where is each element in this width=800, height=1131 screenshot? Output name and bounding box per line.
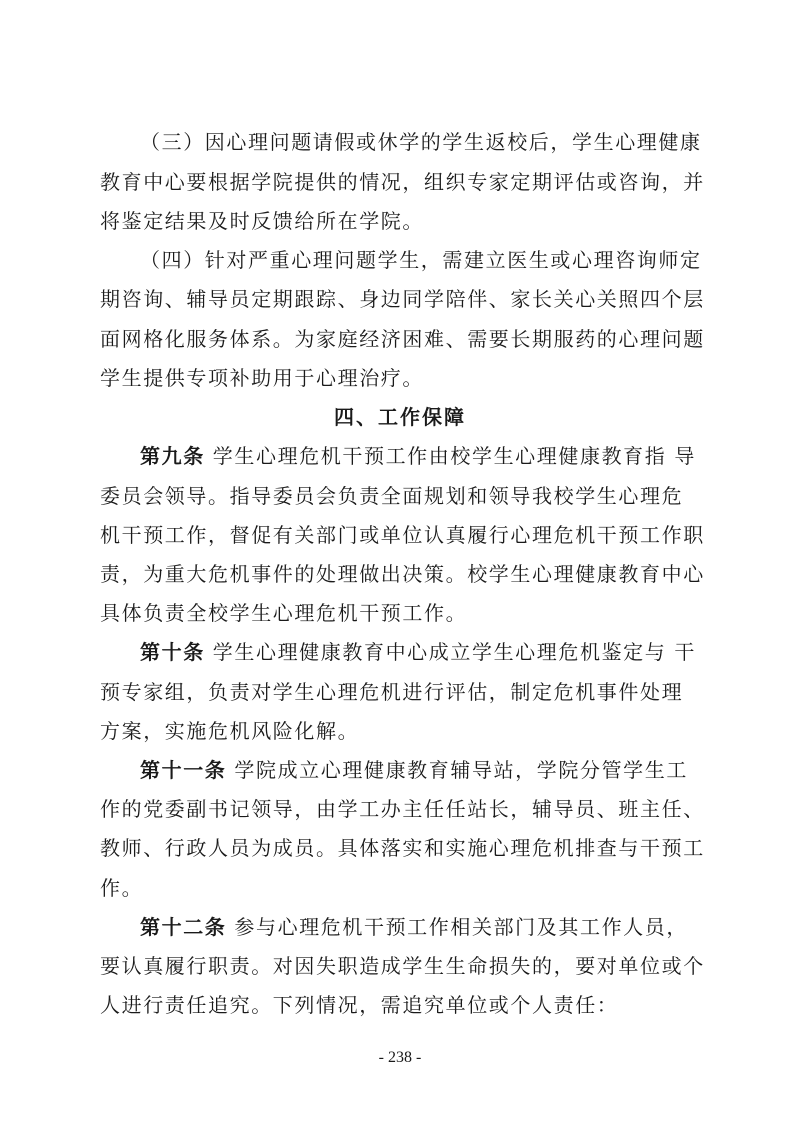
article11-first-text: 学院成立心理健康教育辅导站，学院分管学生工	[234, 758, 688, 782]
article9-line-2: 委员会领导。指导委员会负责全面规划和领导我校学生心理危	[100, 484, 684, 508]
article12-line-3: 人进行责任追究。下列情况，需追究单位或个人责任：	[100, 993, 619, 1017]
article11-label: 第十一条	[140, 758, 227, 782]
article10-line-3: 方案，实施危机风险化解。	[100, 719, 360, 743]
article10-first-line	[140, 638, 700, 666]
article11-first-line	[140, 756, 700, 784]
article9-first-line	[140, 442, 700, 470]
article10-label: 第十条	[140, 640, 205, 664]
section3-line-3: 将鉴定结果及时反馈给所在学院。	[100, 209, 424, 233]
article12-line-2: 要认真履行职责。对因失职造成学生生命损失的，要对单位或个	[100, 954, 705, 978]
article11-line-2: 作的党委副书记领导，由学工办主任任站长，辅导员、班主任、	[100, 797, 705, 821]
article11-line-4: 作。	[100, 876, 144, 900]
section4-line-2: 期咨询、辅导员定期跟踪、身边同学陪伴、家长关心关照四个层	[100, 287, 705, 311]
article12-first-line	[140, 913, 700, 941]
section4-line-4: 学生提供专项补助用于心理治疗。	[100, 366, 424, 390]
article10-line-2: 预专家组，负责对学生心理危机进行评估，制定危机事件处理	[100, 680, 684, 704]
section3-line-2: 教育中心要根据学院提供的情况，组织专家定期评估或咨询，并	[100, 170, 705, 194]
section4-line-1: （四）针对严重心理问题学生，需建立医生或心理咨询师定	[140, 248, 702, 272]
section-heading: 四、工作保障	[334, 405, 466, 429]
page-number: - 238 -	[378, 1049, 422, 1066]
article9-line-4: 责，为重大危机事件的处理做出决策。校学生心理健康教育中心	[100, 562, 705, 586]
section3-line-1: （三）因心理问题请假或休学的学生返校后，学生心理健康	[140, 130, 702, 154]
article9-line-3: 机干预工作，督促有关部门或单位认真履行心理危机干预工作职	[100, 523, 705, 547]
article11-line-3: 教师、行政人员为成员。具体落实和实施心理危机排查与干预工	[100, 836, 705, 860]
article12-first-text: 参与心理危机干预工作相关部门及其工作人员，	[234, 915, 688, 939]
article12-label: 第十二条	[140, 915, 227, 939]
article10-first-text: 学生心理健康教育中心成立学生心理危机鉴定与 干	[212, 640, 696, 664]
article9-line-5: 具体负责全校学生心理危机干预工作。	[100, 601, 468, 625]
article9-first-text: 学生心理危机干预工作由校学生心理健康教育指 导	[212, 444, 696, 468]
section4-line-3: 面网格化服务体系。为家庭经济困难、需要长期服药的心理问题	[100, 327, 705, 351]
article9-label: 第九条	[140, 444, 205, 468]
